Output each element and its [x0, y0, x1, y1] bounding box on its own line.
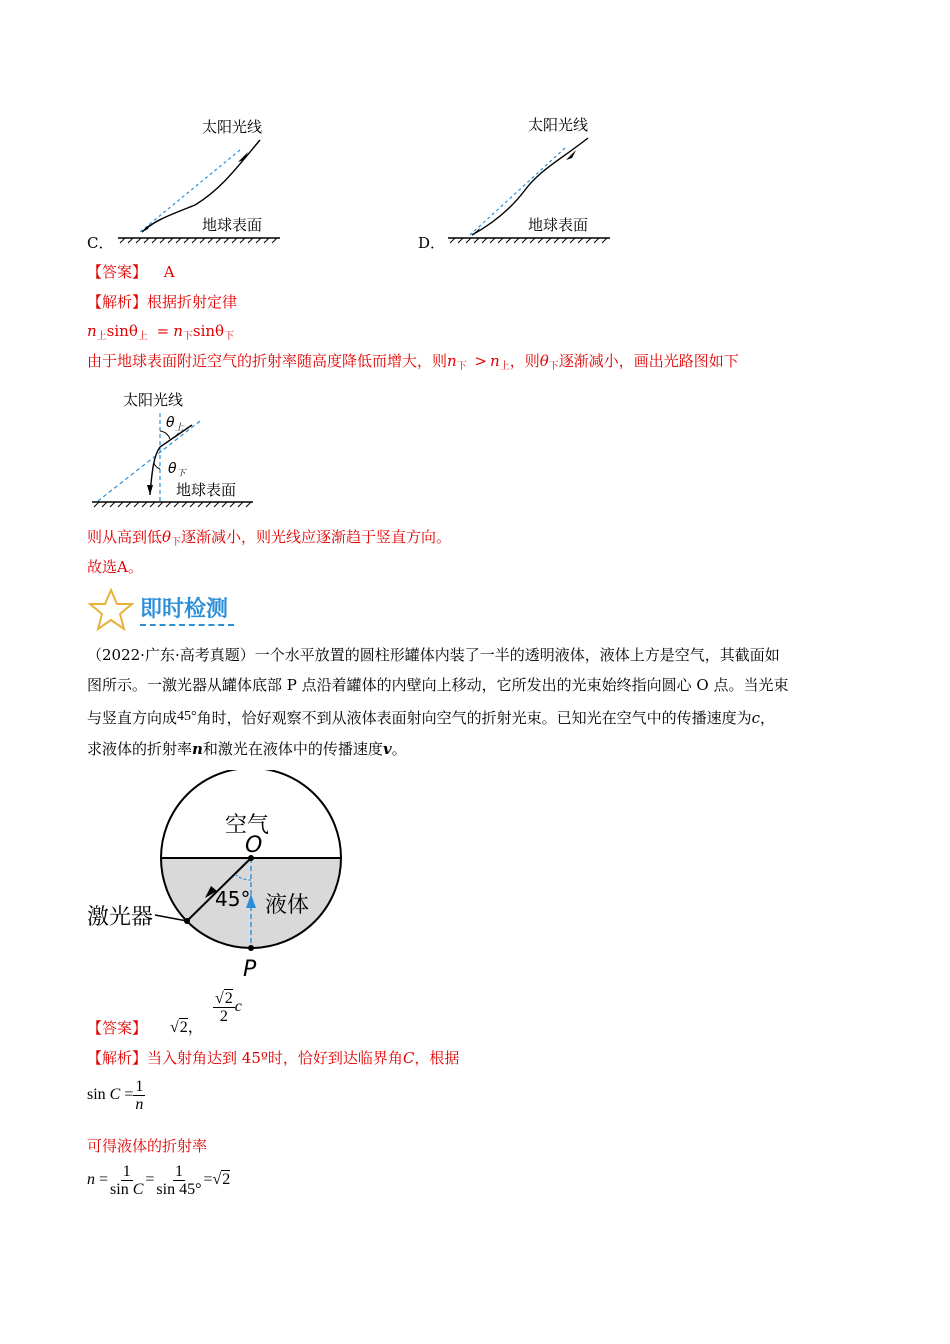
problem-line-2: 图所示。一激光器从罐体底部 P 点沿着罐体的内壁向上移动，它所发出的光束始终指向圆心 O 点。当光束 — [87, 676, 789, 694]
liquid-label: 液体 — [265, 893, 310, 918]
theta-down-label: $\theta_下$ — [168, 461, 186, 479]
angle-arc — [154, 463, 160, 469]
angle-arc — [160, 431, 170, 439]
p-dot — [248, 945, 254, 951]
angle-label: 45° — [215, 887, 251, 911]
answer2-tag: 【答案】 — [87, 1019, 148, 1037]
sun-ray-label: 太阳光线 — [528, 116, 589, 134]
earth-surface-label: 地球表面 — [202, 216, 263, 234]
answer2-sqrt: √2， — [170, 1019, 204, 1036]
option-c-label: C． — [87, 234, 114, 252]
reason-line: 由于地球表面附近空气的折射率随高度降低而增大，则$n_下 > n_上$，则$\theta_下$逐渐减小，画出光路图如下 — [87, 352, 739, 372]
light-path-diagram — [88, 385, 288, 510]
p-label: P — [243, 957, 257, 982]
section-title: 即时检测 — [140, 597, 229, 622]
analysis-lead: 【解析】根据折射定律 — [87, 293, 238, 311]
option-d-label: D． — [418, 234, 446, 252]
laser-label: 激光器 — [87, 905, 154, 930]
problem-line-3: 与竖直方向成45°角时，恰好观察不到从液体表面射向空气的折射光束。已知光在空气中的传播速度为c， — [87, 709, 776, 727]
theta-up-label: $\theta_上$ — [166, 415, 184, 433]
can-get-line: 可得液体的折射率 — [87, 1137, 208, 1155]
analysis2-lead: 【解析】当入射角达到 45º时，恰好到达临界角C，根据 — [87, 1049, 460, 1067]
critical-angle-formula: sin C = $\frac{1}{n}$ — [87, 1078, 144, 1113]
refraction-index-formula: n = $\frac{1}{\text{sin C}}$ = $\frac{1}{\sin 45^\circ}$ =√2 — [87, 1163, 231, 1198]
answer-value: A — [163, 263, 175, 281]
answer2-fraction: $\frac{√2}{2}$ c — [215, 990, 242, 1025]
problem-line-4: 求液体的折射率n和激光在液体中的传播速度v。 — [87, 740, 407, 758]
answer-tag: 【答案】 — [87, 263, 148, 281]
section-underline — [140, 624, 234, 626]
ray-arrow-icon — [147, 485, 153, 495]
o-label: O — [245, 833, 263, 858]
tank-diagram — [85, 770, 365, 985]
earth-surface-label: 地球表面 — [176, 481, 237, 499]
option-d-diagram — [440, 110, 630, 245]
earth-surface-label: 地球表面 — [528, 216, 589, 234]
answer-line — [87, 262, 175, 282]
analysis-tag: 【解析】 — [87, 293, 148, 311]
star-icon — [88, 588, 134, 632]
problem-line-1: （2022·广东·高考真题）一个水平放置的圆柱形罐体内装了一半的透明液体，液体上方是空气，其截面如 — [87, 646, 780, 664]
sun-ray-label: 太阳光线 — [202, 118, 263, 136]
snell-formula: $n_上\sin\theta_上 = n_下\sin\theta_下$ — [87, 322, 235, 342]
conclusion-line: 则从高到低$\theta_下$逐渐减小，则光线应逐渐趋于竖直方向。 — [87, 528, 452, 548]
air-label: 空气 — [225, 813, 270, 838]
choose-line: 故选A。 — [87, 558, 143, 576]
ray-arrow-icon — [142, 224, 150, 232]
option-c-diagram — [110, 110, 300, 245]
sun-ray-label: 太阳光线 — [123, 391, 184, 409]
